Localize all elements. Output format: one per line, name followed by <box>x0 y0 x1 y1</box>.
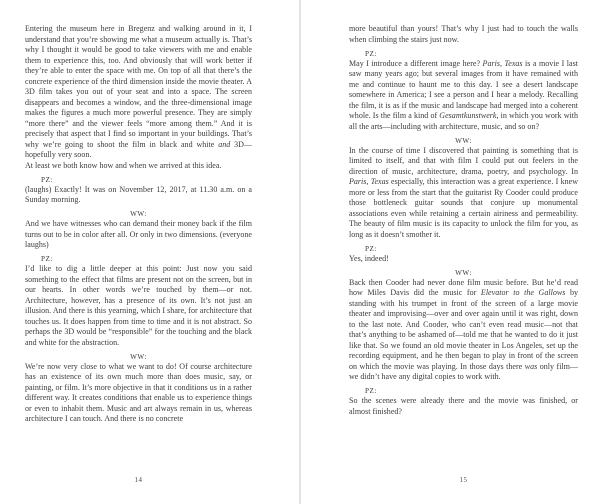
speaker-label: WW: <box>130 210 147 218</box>
speaker-label: PZ: <box>365 387 377 395</box>
page-left-text-column <box>25 24 252 425</box>
paragraph: (laughs) Exactly! It was on November 12, 2017, at 11.30 a.m. on a Sunday morning. <box>25 184 252 204</box>
paragraph: So the scenes were already there and the movie was finished, or almost finished? <box>349 396 578 416</box>
paragraph: May I introduce a different image here? Paris, Texas is a movie I last saw many years ago; but several images from it have remained with me and continue to haunt me to this day. I see a desert landscape somewhere in America; I see a person and I hear a melody. Recalling the film, it is as if the music and landscape had merged into a coherent whole. Is the film a kind of Gesamtkunstwerk, in which you work with all the arts—including with architecture, music, and so on? <box>349 58 579 131</box>
paragraph: more beautiful than yours! That’s why I just had to touch the walls when climbing the stairs just now. <box>349 24 578 44</box>
paragraph: Entering the museum here in Bregenz and walking around in it, I understand that you’re showing me what a museum actually is. That’s why I thought it would be good to take viewers with me and enable them to experience this, too. And obviously that will work better if they’re able to enter the space with me. On top of all that there’s the concrete experience of the third dimension inside the movie theater. A 3D film takes you out of your seat and into a space. The screen disappears and becomes a window, and the three-dimensional image makes the figures a much more powerful presence. They are simply “more there” and the viewer feels “more among them.” And it is precisely that aspect that I find so important in your buildings. That’s why we’re going to shoot the film in black and white and 3D—hopefully very soon. <box>25 24 252 159</box>
speaker-label: WW: <box>455 268 472 277</box>
paragraph: Yes, indeed! <box>349 253 389 263</box>
paragraph: We’re now very close to what we want to do! Of course architecture has an existence of its own much more than does music, say, or painting, or film. It’s more objective in that it conditions us in a rather different way. It creates conditions that enable us to experience things or even to inhabit them. Music and art always remain in us, whereas architecture I can touch. And there is no concrete <box>25 361 252 423</box>
paragraph: And we have witnesses who can demand their money back if the film turns out to be in color after all. Or only in two dimensions. (everyone laughs) <box>25 219 252 249</box>
speaker-label: PZ: <box>365 244 377 253</box>
page-number-right: 15 <box>459 476 468 484</box>
speaker-label: WW: <box>455 136 472 145</box>
speaker-label: WW: <box>130 352 147 361</box>
speaker-label: PZ: <box>41 175 53 184</box>
paragraph: I’d like to dig a little deeper at this point: Just now you said something to the effect that films are present not on the screen, but in our hearts. In other words we’re touched by them—or not. Architecture, however, has a presence of its own. It’s not just an illusion. And there is this yearning, which I share, for architecture that touches us. It does happen from time to time and it is not abstract. So perhaps the 3D would be “responsible” for the touching and the black and white for the abstraction. <box>25 264 252 347</box>
page-right-text-column <box>349 24 578 417</box>
paragraph: At least we both know how and when we arrived at this idea. <box>25 160 222 170</box>
speaker-label: PZ: <box>365 49 377 58</box>
paragraph: In the course of time I discovered that painting is something that is limited to itself, and that with film I could put out feelers in the direction of music, architecture, drama, poetry, and psychology. In Paris, Texas especially, this interaction was a great experience. I knew more or less from the start that the guitarist Ry Cooder could produce those bottleneck guitar sounds that conjure up monumental associations even while retaining a certain airiness and permeability. The beauty of film music is its capacity to unlock the film for you, as long as it doesn’t smother it. <box>349 145 578 239</box>
page-number-left: 14 <box>134 476 143 484</box>
page-right <box>300 0 600 504</box>
speaker-label: PZ: <box>41 255 53 263</box>
paragraph: Back then Cooder had never done film music before. But he’d read how Miles Davis did the music for Elevator to the Gallows by standing with his trumpet in front of the screen of a large movie theater and improvising—over and over again until it was right, down to the last note. And Cooder, who can’t even read music—not that that’s anything to be ashamed of—told me that he wanted to do it just like that. So we found an old movie theater in Los Angeles, set up the recording equipment, and he then began to play in front of the screen on which the movie was playing. In those days there was only film—we didn’t have any digital copies to work with. <box>349 277 579 381</box>
